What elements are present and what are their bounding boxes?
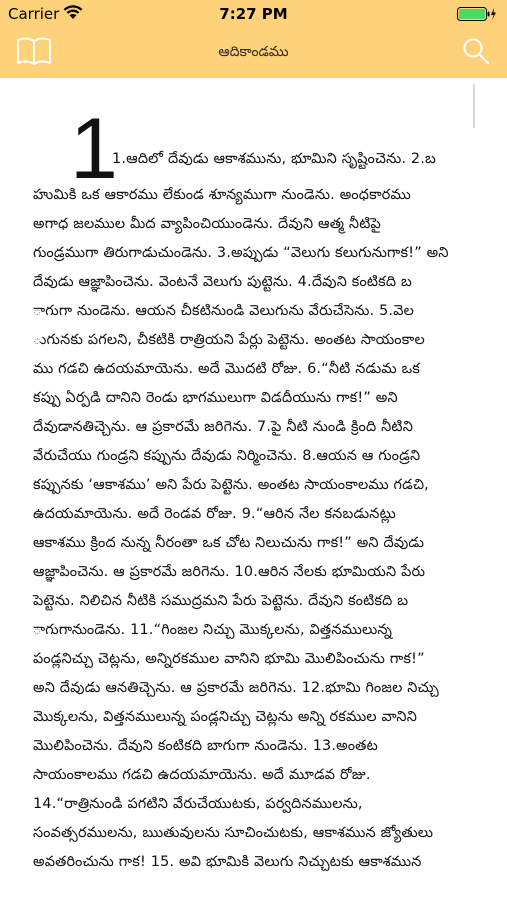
verse-line: ుగునకు పగలని, చీకటికి రాత్రియని పేర్లు పెట్టెను. అంతట సాయంకాల <box>33 332 425 348</box>
verse-line: ము గడచి ఉదయమాయెను. అదే మొదటి రోజు. 6.“నీటి నడుమ ఒక <box>33 361 421 377</box>
page-title: ఆదికాండము <box>218 44 289 60</box>
verse-line: గుండ్రముగా తిరుగాడుచుండెను. 3.అప్పుడు “వెలుగు కలుగునుగాక!” అని <box>33 245 449 261</box>
battery-icon <box>457 6 497 22</box>
status-bar <box>0 0 507 28</box>
verse-line: దేవుడానతిచ్చెను. ఆ ప్రకారమే జరిగెను. 7.పై నీటి నుండి క్రింది నీటిని <box>33 419 414 435</box>
verse-line: అని దేవుడు ఆనతిచ్చెను. ఆ ప్రకారమే జరిగెను. 12.భూమి గింజల నిచ్చు <box>33 680 439 696</box>
search-icon <box>461 51 491 70</box>
verse-line: 14.“రాత్రినుండి పగటిని వేరుచేయుటకు, పర్వదినములను, <box>33 796 363 812</box>
verse-line: దేవుడు ఆజ్ఞాపించెను. వెంటనే వెలుగు పుట్టెను. 4.దేవుని కంటికది బ <box>33 274 412 290</box>
verse-line: అగాధ జలముల మీద వ్యాపించియుండెను. దేవుని ఆత్మ నీటిపై <box>33 216 381 232</box>
verse-line: ఆజ్ఞాపించెను. ఆ ప్రకారమే జరిగెను. 10.ఆరిన నేలకు భూమియని పేరు <box>33 564 426 580</box>
verse-line: కప్పు ఏర్పడి దానిని రెండు భాగములుగా విడదీయును గాక!” అని <box>33 390 398 406</box>
verse-line: ఆకాశము క్రింద నున్న నీరంతా ఒక చోట నిలుచును గాక!” అని దేవుడు <box>33 535 425 551</box>
verse-line: సంవత్సరములను, ఋతువులను సూచించుటకు, ఆకాశమున జ్యోతులు <box>33 825 434 841</box>
verse-line: సాయంకాలము గడచి ఉదయమాయెను. అదే మూడవ రోజు. <box>33 767 371 783</box>
books-button[interactable] <box>16 36 60 70</box>
verse-line: వేరుచేయు గుండ్రని కప్పును దేవుడు నిర్మించెను. 8.ఆయన ఆ గుండ్రని <box>33 448 421 464</box>
verse-line: ఉదయమాయెను. అదే రెండవ రోజు. 9.“ఆరిన నేల కనబడునట్లు <box>33 506 396 522</box>
verse-line: హుమికి ఒక ఆకారము లేకుండ శూన్యముగా నుండెను. అంధకారము <box>33 187 411 203</box>
verse-line: కప్పునకు ‘ఆకాశము’ అని పేరు పెట్టెను. అంతట సాయంకాలము గడచి, <box>33 477 429 493</box>
scrollbar[interactable] <box>473 84 475 128</box>
verse-line: ాగుగా నుండెను. ఆయన చీకటినుండి వెలుగును వేరుచేసెను. 5.వెల <box>33 303 415 319</box>
book-icon <box>16 51 52 70</box>
verse-line: పండ్లనిచ్చు చెట్లను, అన్నిరకముల వానిని భూమి మొలిపించును గాక!” <box>33 651 425 667</box>
chapter-content[interactable] <box>0 78 507 900</box>
search-button[interactable] <box>461 36 493 68</box>
nav-bar <box>0 0 507 78</box>
clock: 7:27 PM <box>219 5 288 23</box>
verse-line: మొలిపించెను. దేవుని కంటికది బాగుగా నుండెను. 13.అంతట <box>33 738 378 754</box>
verse-line: ాగుగానుండెను. 11.“గింజల నిచ్చు మొక్కలను, విత్తనములున్న <box>33 622 392 638</box>
verse-line: మొక్కలను, విత్తనములున్న పండ్లనిచ్చు చెట్లను అన్ని రకముల వానిని <box>33 709 417 725</box>
chapter-number: 1 <box>70 101 118 197</box>
verse-line: పెట్టెను. నిలిచిన నీటికి సముద్రమని పేరు పెట్టెను. దేవుని కంటికది బ <box>33 593 409 609</box>
verse-line: 1.ఆదిలో దేవుడు ఆకాశమును, భూమిని సృష్టించెను. 2.బ <box>112 151 437 167</box>
carrier-label: Carrier <box>8 5 60 23</box>
verse-line: అవతరించును గాక! 15. అవి భూమికి వెలుగు నిచ్చుటకు ఆకాశమున <box>33 854 422 870</box>
